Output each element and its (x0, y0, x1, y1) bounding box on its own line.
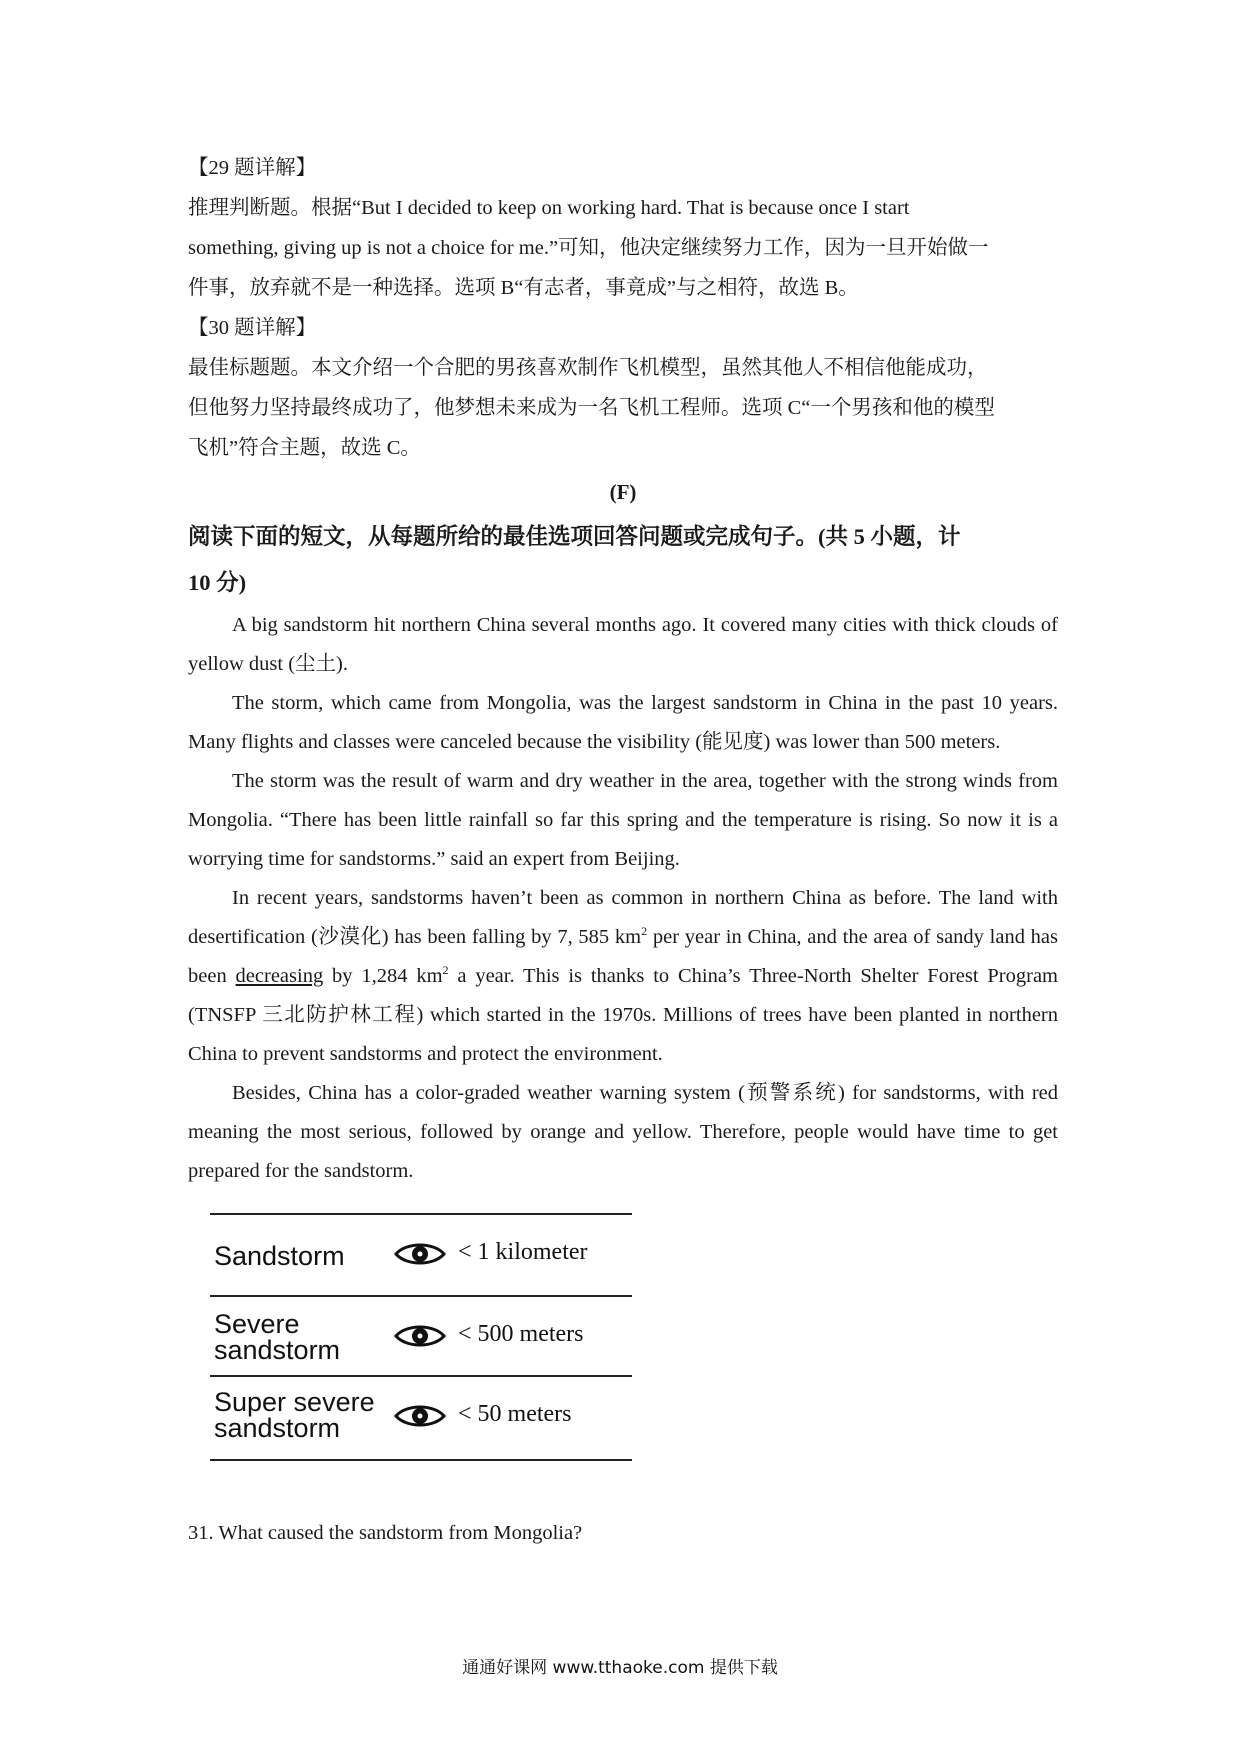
passage-paragraph-1: A big sandstorm hit northern China several months ago. It covered many cities with thick clouds of yellow dust (尘土). (188, 614, 1058, 675)
q30-line-2: 但他努力坚持最终成功了，他梦想未来成为一名飞机工程师。选项 C“一个男孩和他的模型 (188, 397, 995, 419)
table-row (210, 1301, 632, 1385)
eye-icon (394, 1323, 446, 1349)
passage-paragraph-3: The storm was the result of warm and dry weather in the area, together with the strong winds from Mongolia. “There has been little rainfall so far this spring and the temperature is rising. So now it is a worrying time for sandstorms.” said an expert from Beijing. (188, 770, 1058, 870)
row-term-line-2: sandstorm (214, 1413, 341, 1443)
row-term-line-1: Super severe (214, 1387, 375, 1417)
table-rule (210, 1213, 632, 1215)
row-value: < 1 kilometer (458, 1239, 588, 1265)
row-value: < 500 meters (458, 1321, 584, 1347)
row-term-line-1: Severe (214, 1309, 300, 1339)
table-row (210, 1381, 632, 1465)
q29-line-1: 推理判断题。根据“But I decided to keep on working hard. That is because once I start (188, 197, 910, 219)
passage-paragraph-4: In recent years, sandstorms haven’t been as common in northern China as before. The land with desertification (沙漠化) has been falling by 7, 585 $km^2$ per year in China, and the area of sandy land has been decreasing by 1,284 $km^2$ a year. This is thanks to China’s Three-North Shelter Forest Program (TNSFP 三北防护林工程) which started in the 1970s. Millions of trees have been planted in northern China to prevent sandstorms and protect the environment. (188, 887, 1059, 1065)
q29-line-3: 件事，放弃就不是一种选择。选项 B“有志者，事竟成”与之相符，故选 B。 (188, 277, 859, 299)
page-footer: 通通好课网 www.tthaoke.com 提供下载 (462, 1658, 778, 1678)
q30-heading: 【30 题详解】 (188, 317, 317, 339)
visibility-table (210, 1213, 640, 1483)
question-31: 31. What caused the sandstorm from Mongolia? (188, 1522, 583, 1544)
section-instruction-line-2: 10 分) (188, 570, 247, 595)
section-instruction-line-1: 阅读下面的短文，从每题所给的最佳选项回答问题或完成句子。(共 5 小题，计 (188, 524, 961, 549)
q29-line-2: something, giving up is not a choice for me.”可知，他决定继续努力工作，因为一旦开始做一 (188, 237, 989, 259)
passage-paragraph-2: The storm, which came from Mongolia, was the largest sandstorm in China in the past 10 years. Many flights and classes were canceled because the visibility (能见度) was lower than 500 meters. (188, 692, 1058, 753)
row-value: < 50 meters (458, 1401, 572, 1427)
eye-icon (394, 1403, 446, 1429)
passage-paragraph-5: Besides, China has a color-graded weather warning system (预警系统) for sandstorms, with red meaning the most serious, followed by orange and yellow. Therefore, people would have time to get prepared for the sandstorm. (188, 1082, 1058, 1182)
row-term: Sandstorm (214, 1241, 345, 1271)
table-rule (210, 1459, 632, 1461)
q30-line-3: 飞机”符合主题，故选 C。 (188, 437, 421, 459)
table-rule (210, 1375, 632, 1377)
q30-line-1: 最佳标题题。本文介绍一个合肥的男孩喜欢制作飞机模型，虽然其他人不相信他能成功， (188, 357, 988, 379)
row-term-line-2: sandstorm (214, 1335, 341, 1365)
q29-heading: 【29 题详解】 (188, 157, 317, 179)
table-rule (210, 1295, 632, 1297)
section-label: (F) (609, 480, 637, 504)
document-page (188, 148, 1058, 1553)
underlined-word: decreasing (235, 965, 324, 987)
eye-icon (394, 1241, 446, 1267)
